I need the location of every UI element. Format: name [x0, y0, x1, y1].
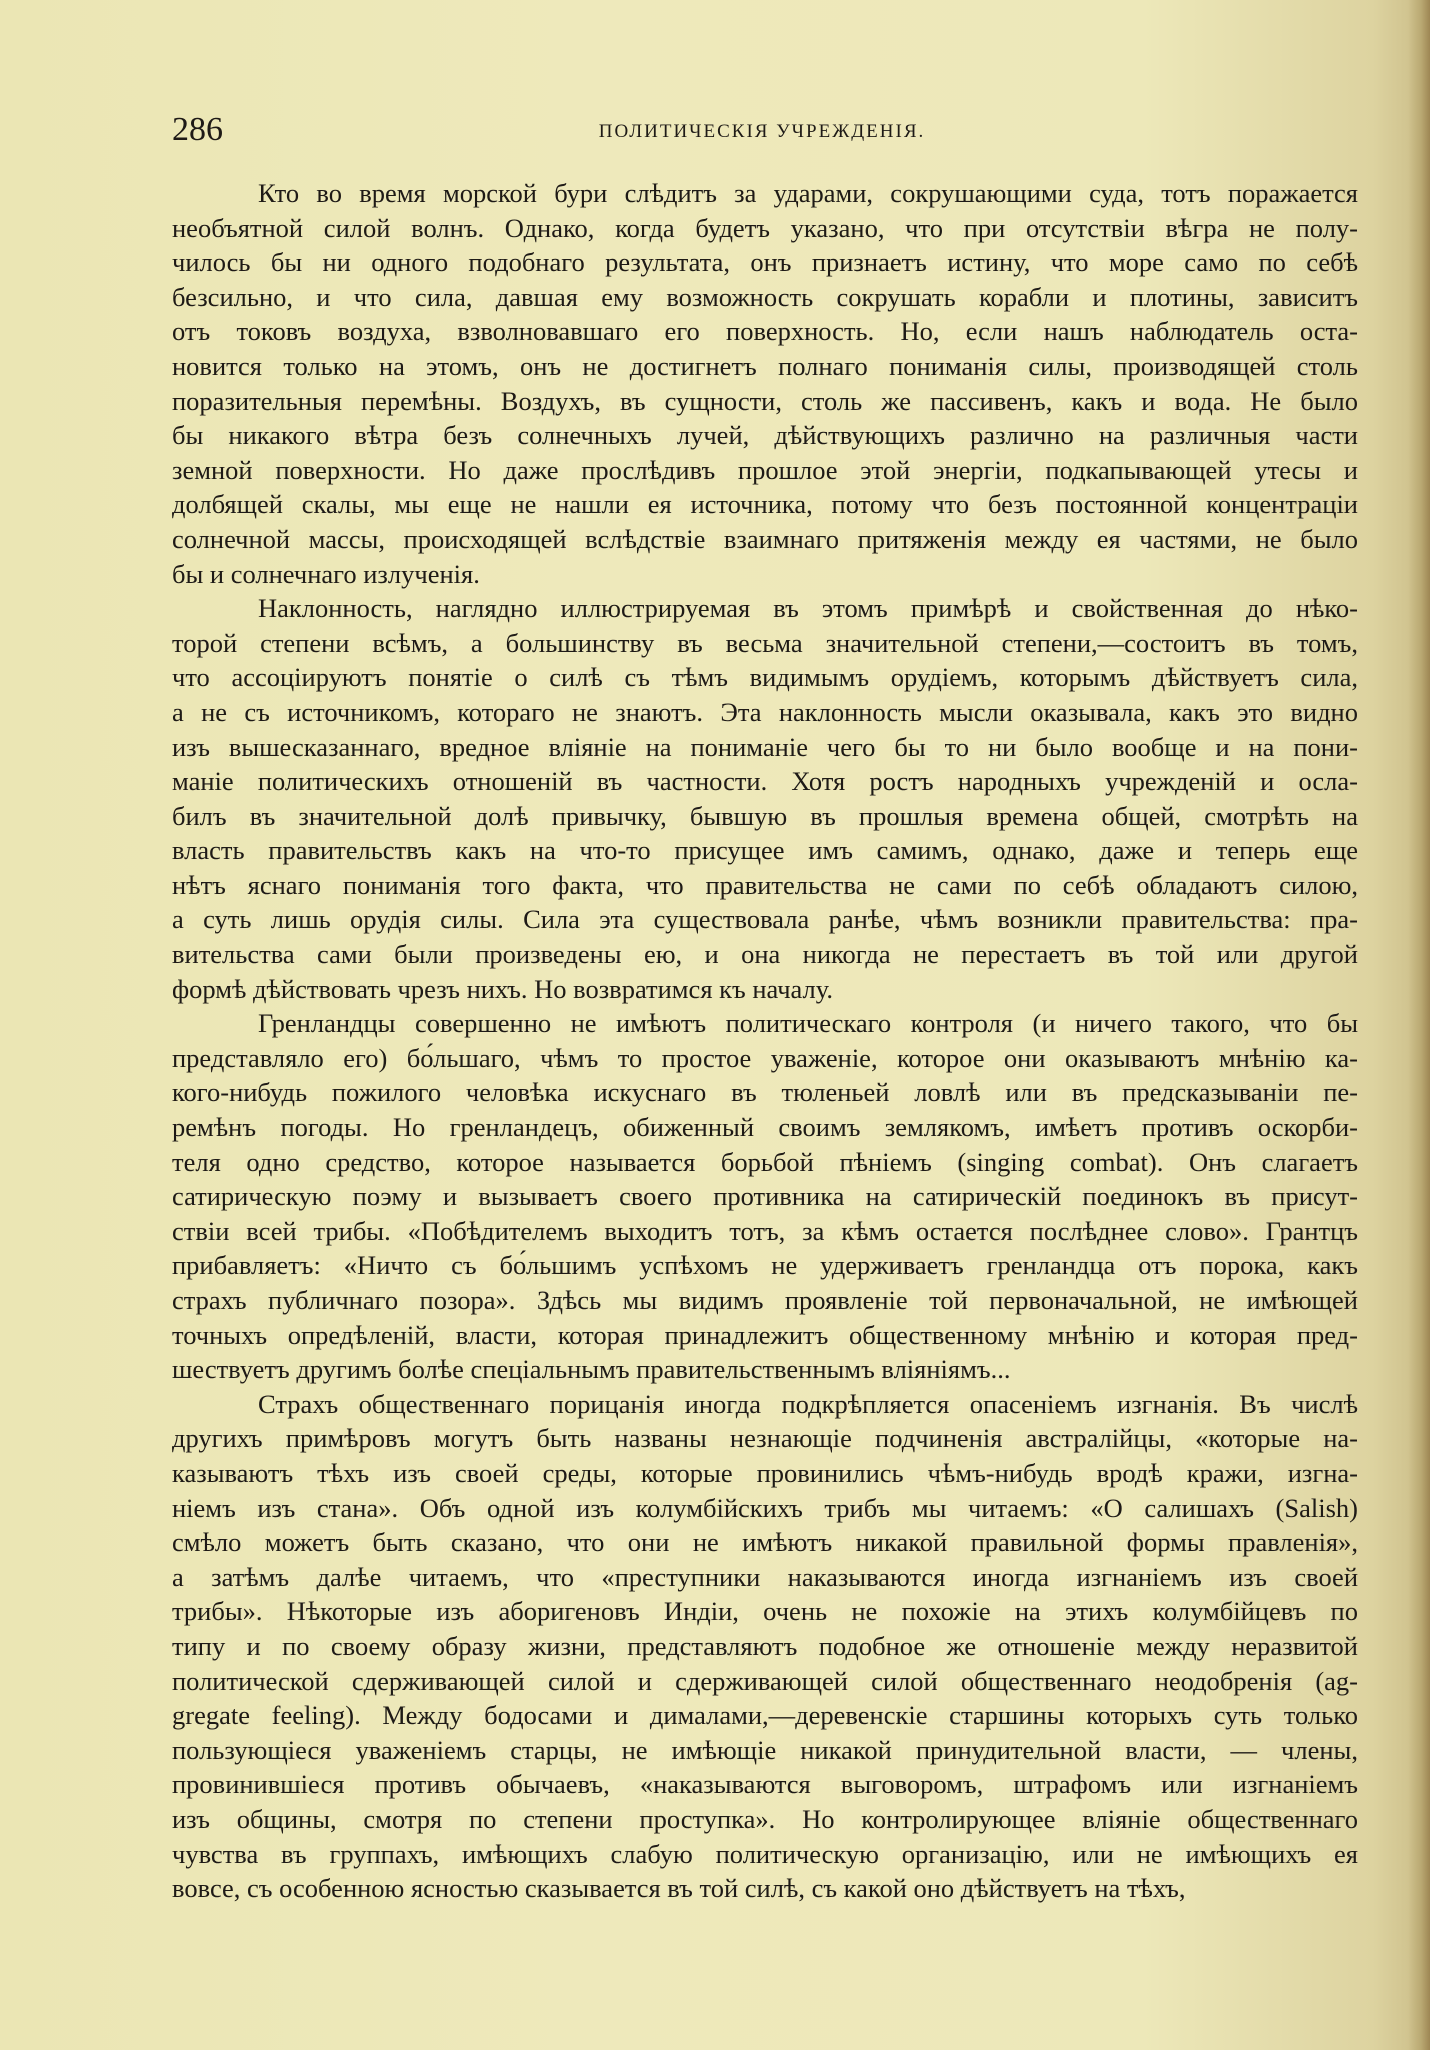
text-line: формѣ дѣйствовать чрезъ нихъ. Но возвратимся къ началу.	[172, 973, 833, 1004]
text-line: изъ общины, смотря по степени проступка». Но контролирующее вліяніе общественнаго	[172, 1803, 1358, 1834]
text-line: поразительныя перемѣны. Воздухъ, въ сущности, столь же пассивенъ, какъ и вода. Не было	[172, 385, 1358, 416]
text-line: представляло его) бо́льшаго, чѣмъ то простое уваженіе, которое они оказываютъ мнѣнію ка-	[172, 1042, 1358, 1073]
text-line: gregate feeling). Между бодосами и дималами,—деревенскіе старшины которыхъ суть только	[172, 1700, 1358, 1731]
text-line: изъ вышесказаннаго, вредное вліяніе на пониманіе чего бы то ни было вообще и на пони-	[172, 731, 1358, 762]
text-line: вительства сами были произведены ею, и она никогда не перестаетъ въ той или другой	[172, 939, 1358, 970]
text-line: страхъ публичнаго позора». Здѣсь мы видимъ проявленіе той первоначальной, не имѣющей	[172, 1285, 1358, 1315]
paragraph	[172, 591, 1358, 1006]
text-line: кого-нибудь пожилого человѣка искуснаго въ тюленьей ловлѣ или въ предсказываніи пе-	[172, 1077, 1358, 1108]
text-line: чувства въ группахъ, имѣющихъ слабую политическую организацію, или не имѣющихъ ея	[172, 1838, 1358, 1869]
text-line: что ассоціируютъ понятіе о силѣ съ тѣмъ видимымъ орудіемъ, которымъ дѣйствуетъ сила,	[172, 662, 1358, 693]
text-line: солнечной массы, происходящей вслѣдствіе взаимнаго притяженія между ея частями, не было	[172, 523, 1358, 554]
text-line: казываютъ тѣхъ изъ своей среды, которые провинились чѣмъ-нибудь вродѣ кражи, изгна-	[172, 1457, 1358, 1488]
text-line: долбящей скалы, мы еще не нашли ея источника, потому что безъ постоянной концентраціи	[172, 489, 1358, 520]
text-line: сатирическую поэму и вызываетъ своего противника на сатирическій поединокъ въ присут-	[172, 1181, 1358, 1212]
text-line: отъ токовъ воздуха, взволновавшаго его поверхность. Но, если нашъ наблюдатель оста-	[172, 316, 1358, 347]
paragraph	[172, 1387, 1358, 1906]
text-line: Страхъ общественнаго порицанія иногда подкрѣпляется опасеніемъ изгнанія. Въ числѣ	[258, 1388, 1358, 1419]
text-line: шествуетъ другимъ болѣе спеціальнымъ правительственнымъ вліяніямъ...	[172, 1354, 1011, 1385]
text-line: пользующіеся уваженіемъ старцы, не имѣющіе никакой принудительной власти, — члены,	[172, 1734, 1358, 1765]
text-line: Гренландцы совершенно не имѣютъ политическаго контроля (и ничего такого, что бы	[258, 1008, 1358, 1039]
text-line: ніемъ изъ стана». Объ одной изъ колумбійскихъ трибъ мы читаемъ: «О салишахъ (Salish)	[172, 1492, 1358, 1523]
text-line: смѣло можетъ быть сказано, что они не имѣютъ никакой правильной формы правленія»,	[172, 1527, 1358, 1558]
text-line: новится только на этомъ, онъ не достигнетъ полнаго пониманія силы, производящей столь	[172, 350, 1358, 381]
text-line: трибы». Нѣкоторые изъ аборигеновъ Индіи, очень не похожіе на этихъ колумбійцевъ по	[172, 1596, 1358, 1627]
running-head: ПОЛИТИЧЕСКІЯ УЧРЕЖДЕНІЯ.	[598, 121, 926, 142]
text-line: безсильно, и что сила, давшая ему возможность сокрушать корабли и плотины, зависитъ	[172, 281, 1358, 312]
text-line: земной поверхности. Но даже прослѣдивъ прошлое этой энергіи, подкапывающей утесы и	[172, 454, 1358, 485]
text-line: теля одно средство, которое называется борьбой пѣніемъ (singing combat). Онъ слагаетъ	[172, 1146, 1358, 1177]
text-line: точныхъ опредѣленій, власти, которая принадлежитъ общественному мнѣнію и которая пред-	[172, 1319, 1358, 1350]
text-line: чилось бы ни одного подобнаго результата, онъ признаетъ истину, что море само по себѣ	[172, 247, 1358, 278]
text-line: билъ въ значительной долѣ привычку, бывшую въ прошлыя времена общей, смотрѣть на	[172, 800, 1358, 831]
text-line: Кто во время морской бури слѣдитъ за ударами, сокрушающими суда, тотъ поражается	[258, 178, 1358, 208]
body-text	[172, 176, 1358, 1906]
text-line: другихъ примѣровъ могутъ быть названы незнающіе подчиненія австралійцы, «которые на-	[172, 1423, 1358, 1454]
page-edge-shadow	[1408, 0, 1430, 2050]
text-line: торой степени всѣмъ, а большинству въ весьма значительной степени,—состоитъ въ томъ,	[172, 627, 1358, 658]
text-line: а суть лишь орудія силы. Сила эта существовала ранѣе, чѣмъ возникли правительства: пра-	[172, 904, 1358, 935]
text-line: а затѣмъ далѣе читаемъ, что «преступники наказываются иногда изгнаніемъ изъ своей	[172, 1561, 1358, 1592]
text-line: ствіи всей трибы. «Побѣдителемъ выходитъ тотъ, за кѣмъ остается послѣднее слово». Грантцъ	[172, 1215, 1358, 1246]
text-line: маніе политическихъ отношеній въ частности. Хотя ростъ народныхъ учрежденій и осла-	[172, 766, 1358, 797]
text-line: ремѣнъ погоды. Но гренландецъ, обиженный своимъ землякомъ, имѣетъ противъ оскорби-	[172, 1112, 1358, 1143]
paragraph	[172, 176, 1358, 591]
paragraph	[172, 1006, 1358, 1387]
text-line: вовсе, съ особенною ясностью сказывается въ той силѣ, съ какой оно дѣйствуетъ на тѣхъ,	[172, 1873, 1186, 1904]
text-line: бы и солнечнаго излученія.	[172, 558, 480, 589]
text-line: провинившіеся противъ обычаевъ, «наказываются выговоромъ, штрафомъ или изгнаніемъ	[172, 1769, 1358, 1800]
text-line: бы никакого вѣтра безъ солнечныхъ лучей, дѣйствующихъ различно на различныя части	[172, 420, 1358, 451]
text-line: власть правительствъ какъ на что-то присущее имъ самимъ, однако, даже и теперь еще	[172, 835, 1358, 866]
page-number: 286	[172, 111, 223, 148]
text-line: необъятной силой волнъ. Однако, когда будетъ указано, что при отсутствіи вѣгра не полу-	[172, 212, 1358, 243]
text-line: прибавляетъ: «Ничто съ бо́льшимъ успѣхомъ не удерживаетъ гренландца отъ порока, какъ	[172, 1250, 1358, 1281]
text-line: Наклонность, наглядно иллюстрируемая въ этомъ примѣрѣ и свойственная до нѣко-	[258, 593, 1358, 624]
text-line: типу и по своему образу жизни, представляютъ подобное же отношеніе между неразвитой	[172, 1630, 1358, 1661]
text-line: а не съ источникомъ, котораго не знаютъ. Эта наклонность мысли оказывала, какъ это видно	[172, 696, 1358, 727]
text-line: политической сдерживающей силой и сдерживающей силой общественнаго неодобренія (ag-	[172, 1665, 1358, 1696]
page-header	[172, 108, 1352, 152]
text-line: нѣтъ яснаго пониманія того факта, что правительства не сами по себѣ обладаютъ силою,	[172, 869, 1358, 900]
